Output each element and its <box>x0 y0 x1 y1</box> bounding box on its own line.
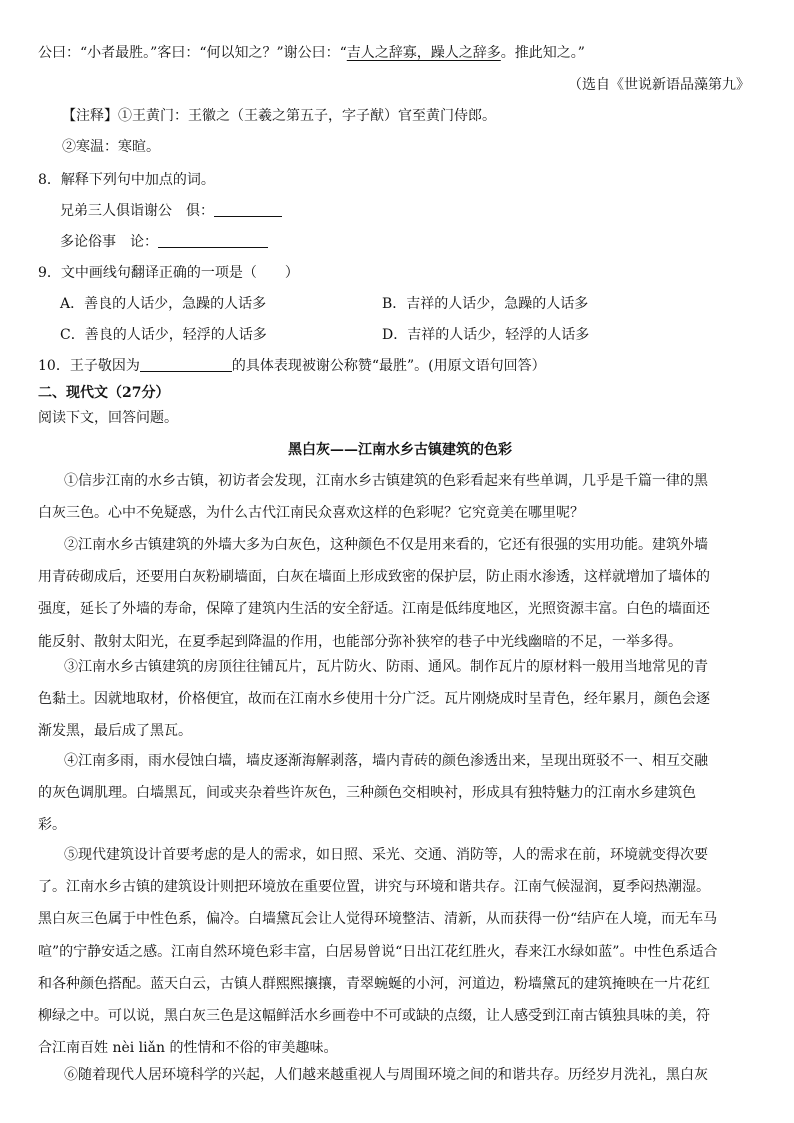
paragraph-2: ②江南水乡古镇建筑的外墙大多为白灰色，这种颜色不仅是用来看的，它还有很强的实用功能。建筑外墙 用青砖砌成后，还要用白灰粉刷墙面，白灰在墙面上形成致密的保护层，防止雨水渗透，这样就增加了墙体的 强度，延长了外墙的寿命，保障了建筑内生活的安全舒适。江南是低纬度地区，光照资源丰富。白色的墙面还 能反射、散射太阳光，在夏季起到降温的作用，也能部分弥补狭窄的巷子中光线幽暗的不足，一举多得。 <box>38 537 710 650</box>
paragraph-5: ⑤现代建筑设计首要考虑的是人的需求，如日照、采光、交通、消防等，人的需求在前，环境就变得次要 了。江南水乡古镇的建筑设计则把环境放在重要位置，讲究与环境和谐共存。江南气候湿润，夏季闷热潮湿。 黑白灰三色属于中性色系，偏冷。白墙黛瓦会让人觉得环境整洁、清新，从而获得一份“结庐在人境，而无车马 喧”的宁静安适之感。江南自然环境色彩丰富，白居易曾说“日出江花红胜火，春来江水绿如蓝”。中性色系适合 和各种颜色搭配。蓝天白云，古镇人群熙熙攘攘，青翠蜿蜒的小河，河道边，粉墙黛瓦的建筑掩映在一片花红 柳绿之中。可以说，黑白灰三色是这幅鲜活水乡画卷中不可或缺的点缀，让人感受到江南古镇独具味的美，符 合江南百姓 nèi liǎn 的性情和不俗的审美趣味。 <box>38 847 718 1057</box>
annotation-2: ②寒温：寒暄。 <box>62 139 160 155</box>
question-8-item-2: 多论俗事 论： <box>60 232 268 252</box>
section-heading: 二、现代文（27分） <box>38 385 170 401</box>
instruction: 阅读下文，回答问题。 <box>38 410 178 426</box>
question-8-item-1: 兄弟三人俱诣谢公 俱： <box>60 201 282 221</box>
underlined-sentence: 吉人之辞寡，躁人之辞多 <box>346 45 501 61</box>
answer-blank[interactable] <box>214 202 282 217</box>
question-8: 8．解释下列句中加点的词。 <box>38 172 215 188</box>
answer-blank[interactable] <box>158 233 268 248</box>
option-c[interactable]: C．善良的人话少，轻浮的人话多 <box>60 327 267 343</box>
option-d[interactable]: D．吉祥的人话少，轻浮的人话多 <box>382 327 590 343</box>
question-10: 10．王子敬因为 的具体表现被谢公称赞“最胜”。(用原文语句回答） <box>38 358 546 374</box>
paragraph-4: ④江南多雨，雨水侵蚀白墙，墙皮逐渐海解剥落，墙内青砖的颜色渗透出来，呈现出斑驳不一、相互交融 的灰色调肌理。白墙黑瓦，间或夹杂着些许灰色，三种颜色交相映衬，形成具有独特魅力的江南水乡建筑色 彩。 <box>38 753 708 834</box>
annotation-1: 【注释】①王黄门：王徽之（王羲之第五子，字子猷）官至黄门侍郎。 <box>62 108 496 124</box>
source-citation: （选自《世说新语品藻第九》 <box>568 77 750 93</box>
paragraph-6: ⑥随着现代人居环境科学的兴起，人们越来越重视人与周围环境之间的和谐共存。历经岁月洗礼，黑白灰 <box>64 1067 708 1083</box>
paragraph-1: ①信步江南的水乡古镇，初访者会发现，江南水乡古镇建筑的色彩看起来有些单调，几乎是千篇一律的黑 白灰三色。心中不免疑惑，为什么古代江南民众喜欢这样的色彩呢？它究竟美在哪里呢？ <box>38 473 708 522</box>
answer-blank[interactable] <box>140 357 232 372</box>
dialogue-line: 公曰：“小者最胜。”客曰：“何以知之？”谢公曰：“吉人之辞寡，躁人之辞多。推此知之。” <box>38 45 585 61</box>
question-9: 9．文中画线句翻译正确的一项是（ ） <box>38 265 299 281</box>
option-b[interactable]: B．吉祥的人话少，急躁的人话多 <box>382 296 589 312</box>
option-a[interactable]: A．善良的人话少，急躁的人话多 <box>60 296 267 312</box>
article-title: 黑白灰——江南水乡古镇建筑的色彩 <box>288 442 512 458</box>
paragraph-3: ③江南水乡古镇建筑的房顶往往铺瓦片，瓦片防火、防雨、通风。制作瓦片的原材料一般用当地常见的青 色黏土。因就地取材，价格便宜，故而在江南水乡使用十分广泛。瓦片刚烧成时呈青色，经年累月，颜色会逐 渐发黑，最后成了黑瓦。 <box>38 659 710 740</box>
